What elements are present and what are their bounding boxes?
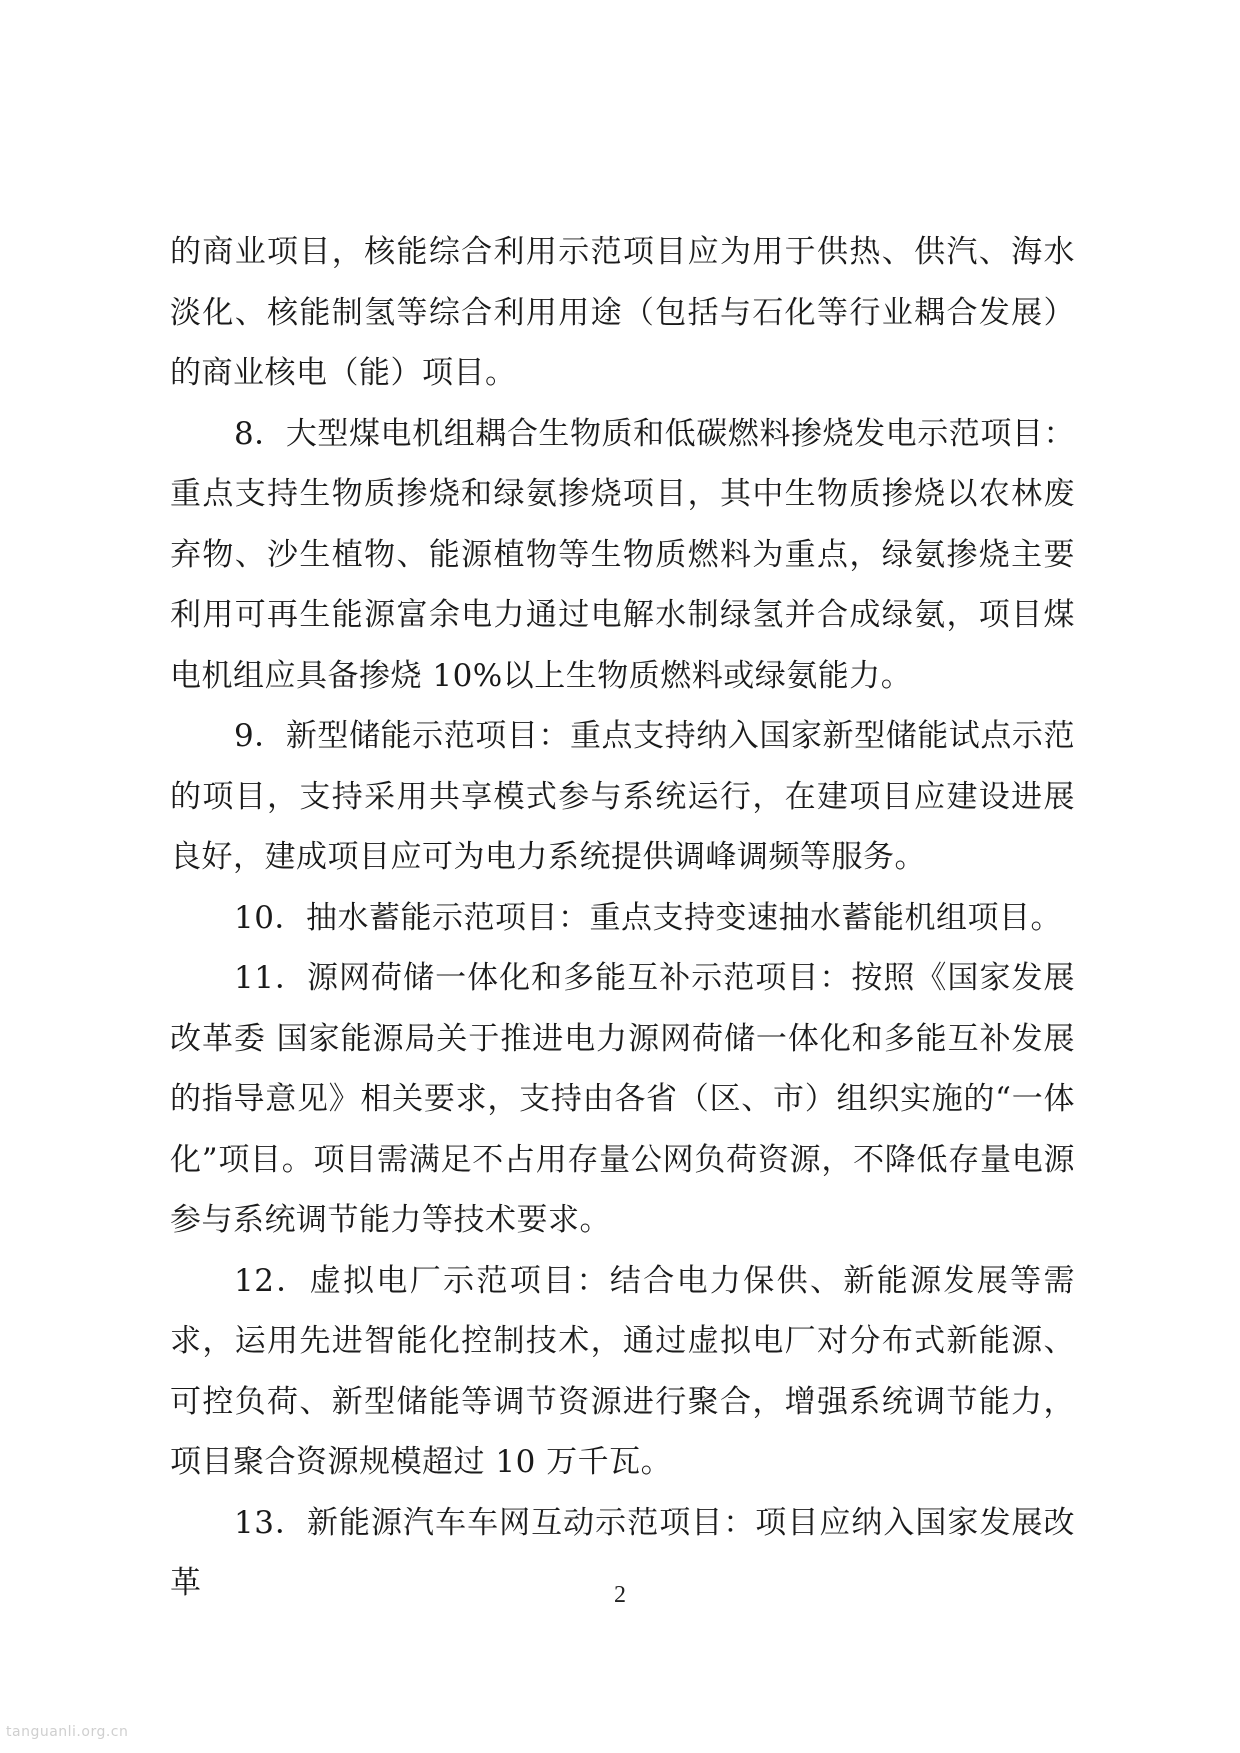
paragraph-item-12: 12．虚拟电厂示范项目：结合电力保供、新能源发展等需求，运用先进智能化控制技术，通过虚拟电厂对分布式新能源、可控负荷、新型储能等调节资源进行聚合，增强系统调节能力，项目聚合资源规模超过 10 万千瓦。 bbox=[170, 1262, 1075, 1480]
document-body bbox=[170, 222, 1075, 1614]
paragraph-continuation: 的商业项目，核能综合利用示范项目应为用于供热、供汽、海水淡化、核能制氢等综合利用用途（包括与石化等行业耦合发展）的商业核电（能）项目。 bbox=[170, 234, 1075, 391]
paragraph-item-10: 10．抽水蓄能示范项目：重点支持变速抽水蓄能机组项目。 bbox=[234, 899, 1062, 936]
watermark: tanguanli.org.cn bbox=[6, 1724, 129, 1740]
page-number: 2 bbox=[614, 1582, 626, 1608]
paragraph-item-13: 13．新能源汽车车网互动示范项目：项目应纳入国家发展改革 bbox=[170, 1504, 1075, 1601]
paragraph-item-9: 9．新型储能示范项目：重点支持纳入国家新型储能试点示范的项目，支持采用共享模式参与系统运行，在建项目应建设进展良好，建成项目应可为电力系统提供调峰调频等服务。 bbox=[170, 718, 1075, 875]
paragraph-item-11: 11．源网荷储一体化和多能互补示范项目：按照《国家发展改革委 国家能源局关于推进电力源网荷储一体化和多能互补发展的指导意见》相关要求，支持由各省（区、市）组织实施的“一体化”项目。项目需满足不占用存量公网负荷资源，不降低存量电源参与系统调节能力等技术要求。 bbox=[170, 960, 1075, 1238]
paragraph-item-8: 8．大型煤电机组耦合生物质和低碳燃料掺烧发电示范项目：重点支持生物质掺烧和绿氨掺烧项目，其中生物质掺烧以农林废弃物、沙生植物、能源植物等生物质燃料为重点，绿氨掺烧主要利用可再生能源富余电力通过电解水制绿氢并合成绿氨，项目煤电机组应具备掺烧 10%以上生物质燃料或绿氨能力。 bbox=[170, 415, 1075, 694]
